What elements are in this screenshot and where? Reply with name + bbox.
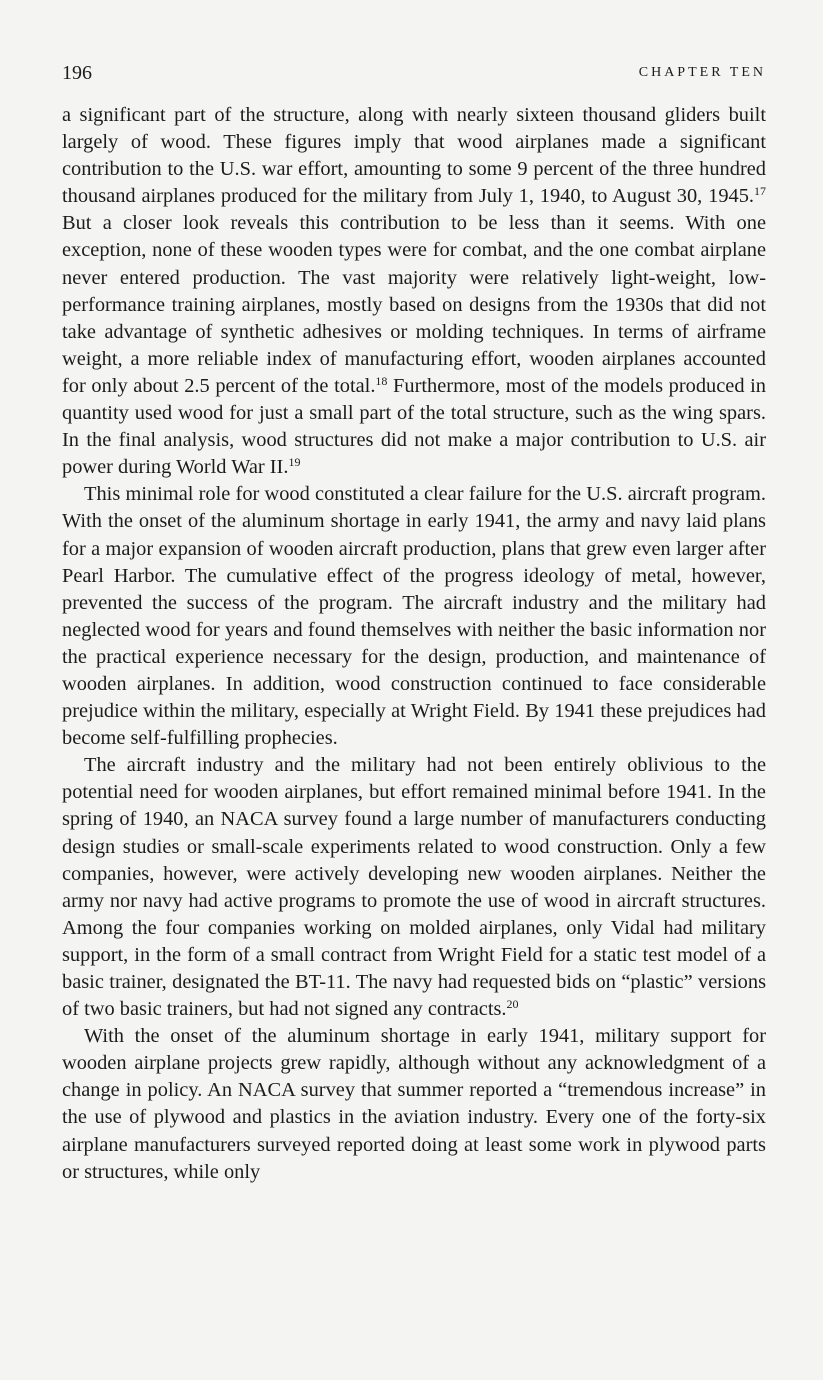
text-run: The aircraft industry and the military had not been entirely oblivious to the potential need for wooden airplanes, but effort remained minimal before 1941. In the spring of 1940, an NACA survey found a large number of manufacturers conducting design studies or small-scale experiments related to wood construction. Only a few companies, however, were actively developing new wooden airplanes. Neither the army nor navy had active programs to promote the use of wood in aircraft structures. Among the four companies working on molded airplanes, only Vidal had military support, in the form of a small contract from Wright Field for a static test model of a basic trainer, designated the BT-11. The navy had requested bids on “plastic” versions of two basic trainers, but had not signed any contracts. bbox=[62, 754, 766, 1021]
text-run: This minimal role for wood constituted a clear failure for the U.S. aircraft program. With the onset of the aluminum shortage in early 1941, the army and navy laid plans for a major expansion of wooden aircraft production, plans that grew even larger after Pearl Harbor. The cumulative effect of the progress ideology of metal, however, prevented the success of the program. The aircraft industry and the military had neglected wood for years and found themselves with neither the basic information nor the practical experience necessary for the design, production, and maintenance of wooden airplanes. In addition, wood construction continued to face considerable prejudice within the military, especially at Wright Field. By 1941 these prejudices had become self-fulfilling prophecies. bbox=[62, 483, 766, 750]
running-header bbox=[62, 62, 766, 88]
paragraph-2 bbox=[62, 481, 766, 752]
footnote-ref-19: 19 bbox=[288, 455, 301, 470]
paragraph-3 bbox=[62, 752, 766, 1023]
text-run: Furthermore, most of the models produced in quantity used wood for just a small part of the total structure, such as the wing spars. In the final analysis, wood structures did not make a major contribution to U.S. air power during World War II. bbox=[62, 374, 766, 479]
body-text bbox=[62, 102, 766, 1186]
footnote-ref-20: 20 bbox=[506, 996, 519, 1011]
chapter-title: CHAPTER TEN bbox=[638, 65, 766, 80]
text-run: But a closer look reveals this contribution to be less than it seems. With one exception, none of these wooden types were for combat, and the one combat airplane never entered production. The vast majority were relatively light-weight, low-performance training airplanes, mostly based on designs from the 1930s that did not take advantage of synthetic adhesives or molding techniques. In terms of airframe weight, a more reliable index of manufacturing effort, wooden airplanes accounted for only about 2.5 percent of the total. bbox=[62, 212, 766, 397]
page-number: 196 bbox=[62, 62, 92, 84]
footnote-ref-17: 17 bbox=[754, 184, 766, 199]
paragraph-1 bbox=[62, 102, 766, 481]
text-run: a significant part of the structure, along with nearly sixteen thousand gliders built largely of wood. These figures imply that wood airplanes made a significant contribution to the U.S. war effort, amounting to some 9 percent of the three hundred thousand airplanes produced for the military from July 1, 1940, to August 30, 1945. bbox=[62, 104, 766, 208]
paragraph-4 bbox=[62, 1023, 766, 1186]
text-run: With the onset of the aluminum shortage in early 1941, military support for wooden airplane projects grew rapidly, although without any acknowledgment of a change in policy. An NACA survey that summer reported a “tremendous increase” in the use of plywood and plastics in the aviation industry. Every one of the forty-six airplane manufacturers surveyed reported doing at least some work in plywood parts or structures, while only bbox=[62, 1025, 766, 1183]
footnote-ref-18: 18 bbox=[375, 373, 388, 388]
